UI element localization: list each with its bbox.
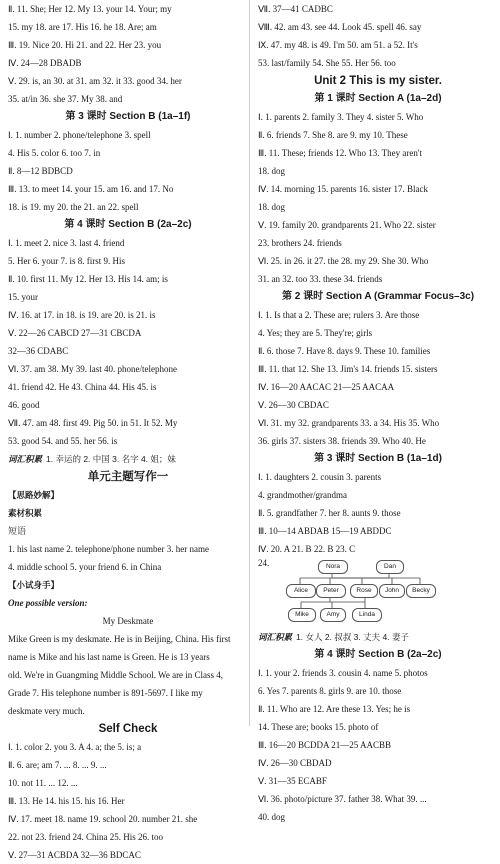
vocab-label: 词汇积累 [258,632,293,642]
answer-line: 32—36 CDABC [8,346,69,356]
answer-line: Ⅲ. 13. to meet 14. your 15. am 16. and 17. No [8,184,174,194]
answer-line: 40. dog [258,812,285,822]
vocab-label: 词汇积累 [8,454,43,464]
vocab-note [258,628,498,646]
answer-line: Ⅱ. 10. first 11. My 12. Her 13. His 14. am; is [8,274,168,284]
essay-title: My Deskmate [102,616,154,626]
answer-line: Ⅴ. 26—30 CBDAC [258,400,329,410]
answer-line: 15. my 18. are 17. His 16. he 18. Are; am [8,22,157,32]
section-heading: 第 4 课时 Section B (2a–2c) [64,219,192,230]
answer-line: Ⅱ. 6. friends 7. She 8. are 9. my 10. These [258,130,408,140]
answer-column-right [258,0,498,826]
answer-column-left [8,0,248,864]
answer-line: Ⅱ. 6. those 7. Have 8. days 9. These 10. families [258,346,431,356]
answer-line: Ⅲ. 10—14 ABDAB 15—19 ABDDC [258,526,392,536]
tree-node-john: John [379,584,405,598]
answer-line: Ⅱ. 11. Who are 12. Are these 13. Yes; he is [258,704,411,714]
answer-line: Ⅰ. 1. number 2. phone/telephone 3. spell [8,130,151,140]
section-heading: 第 3 课时 Section B (1a–1f) [65,111,191,122]
section-label: 【思路妙解】 [8,490,60,500]
answer-line: Ⅱ. 5. grandfather 7. her 8. aunts 9. those [258,508,401,518]
answer-line: Ⅸ. 47. my 48. is 49. I'm 50. am 51. a 52. It's [258,40,418,50]
answer-line: Ⅳ. 17. meet 18. name 19. school 20. number 21. she [8,814,198,824]
section-heading: 第 3 课时 Section B (1a–1d) [314,453,442,464]
answer-line: 23. brothers 24. friends [258,238,342,248]
answer-line: Ⅳ. 24—28 DBADB [8,58,82,68]
answer-line: Ⅱ. 6. are; am 7. ... 8. ... 9. ... [8,760,107,770]
answer-line: 36. girls 37. sisters 38. friends 39. Who 40. He [258,436,426,446]
tree-node-becky: Becky [406,584,436,598]
answer-line: 4. Yes; they are 5. They're; girls [258,328,373,338]
answer-line: Ⅴ. 19. family 20. grandparents 21. Who 22. sister [258,220,436,230]
answer-line: Ⅶ. 37—41 CADBC [258,4,333,14]
answer-line: old. We're in Guangming Middle School. We are in Class 4, [8,670,224,680]
tree-node-dan: Dan [376,560,404,574]
answer-line: 18. dog [258,202,285,212]
answer-line: 53. good 54. and 55. her 56. is [8,436,118,446]
answer-line: Ⅲ. 11. that 12. She 13. Jim's 14. friends 15. sisters [258,364,438,374]
answer-line: Ⅰ. 1. parents 2. family 3. They 4. sister 5. Who [258,112,424,122]
tree-node-amy: Amy [320,608,346,622]
unit-heading: Self Check [98,723,158,735]
answer-line: 18. is 19. my 20. the 21. an 22. spell [8,202,139,212]
vocab-text: 1. 女人 2. 叔叔 3. 丈夫 4. 妻子 [296,632,409,642]
answer-line: 22. not 23. friend 24. China 25. His 26. too [8,832,163,842]
tree-node-peter: Peter [316,584,346,598]
vocab-note [8,450,248,468]
answer-line: Ⅲ. 19. Nice 20. Hi 21. and 22. Her 23. you [8,40,162,50]
answer-line: 10. not 11. ... 12. ... [8,778,78,788]
answer-line: Ⅵ. 31. my 32. grandparents 33. a 34. His 35. Who [258,418,440,428]
section-heading: 第 2 课时 Section A (Grammar Focus–3c) [281,291,475,302]
answer-line: Ⅶ. 47. am 48. first 49. Pig 50. in 51. It 52. My [8,418,178,428]
answer-line: Ⅰ. 1. color 2. you 3. A 4. a; the 5. is; a [8,742,142,752]
answer-line: deskmate very much. [8,706,85,716]
answer-line: Ⅴ. 22—26 CABCD 27—31 CBCDA [8,328,142,338]
answer-line: Ⅵ. 25. in 26. it 27. the 28. my 29. She 30. Who [258,256,429,266]
section-label: 素材积累 [8,508,43,518]
tree-node-linda: Linda [352,608,382,622]
answer-line: Ⅲ. 13. He 14. his 15. his 16. Her [8,796,125,806]
answer-line: 53. last/family 54. She 55. Her 56. too [258,58,396,68]
answer-line: Ⅷ. 42. am 43. see 44. Look 45. spell 46. say [258,22,422,32]
answer-line: Ⅳ. 16. at 17. in 18. is 19. are 20. is 21. is [8,310,156,320]
answer-line: 31. an 32. too 33. these 34. friends [258,274,383,284]
answer-line: 46. good [8,400,40,410]
answer-line: Ⅳ. 20. A 21. B 22. B 23. C [258,544,356,554]
answer-line: Ⅰ. 1. daughters 2. cousin 3. parents [258,472,382,482]
answer-line: 35. at/in 36. she 37. My 38. and [8,94,123,104]
answer-line: Ⅲ. 16—20 BCDDA 21—25 AACBB [258,740,391,750]
section-heading: 第 4 课时 Section B (2a–2c) [314,649,442,660]
answer-line: Ⅰ. 1. your 2. friends 3. cousin 4. name 5. photos [258,668,428,678]
column-divider [249,0,250,726]
answer-line: 5. Her 6. your 7. is 8. first 9. His [8,256,125,266]
model-essay-note: One possible version: [8,598,88,608]
answer-line: Mike Green is my deskmate. He is in Beijing, China. His first [8,634,231,644]
answer-line: 6. Yes 7. parents 8. girls 9. are 10. those [258,686,402,696]
answer-line: Ⅴ. 31—35 ECABF [258,776,327,786]
unit-heading: 单元主题写作一 [87,471,169,483]
answer-line: Ⅳ. 26—30 CBDAD [258,758,332,768]
answer-line: 14. These are; books 15. photo of [258,722,379,732]
answer-line: Ⅵ. 36. photo/picture 37. father 38. What 39. ... [258,794,427,804]
answer-line: Ⅱ. 11. She; Her 12. My 13. your 14. Your; my [8,4,172,14]
answer-line: Ⅰ. 1. Is that a 2. These are; rulers 3. Are those [258,310,420,320]
answer-line: 短语 [8,526,27,536]
question-number: 24. [258,558,270,568]
unit-heading: Unit 2 This is my sister. [314,75,442,87]
answer-line: 18. dog [258,166,285,176]
family-tree-diagram [258,558,498,628]
answer-line: 4. His 5. color 6. too 7. in [8,148,101,158]
answer-line: Ⅲ. 11. These; friends 12. Who 13. They aren't [258,148,422,158]
answer-line: Ⅳ. 14. morning 15. parents 16. sister 17. Black [258,184,429,194]
section-heading: 第 1 课时 Section A (1a–2d) [314,93,442,104]
answer-line: name is Mike and his last name is Green. He is 13 years [8,652,210,662]
tree-node-mike: Mike [288,608,316,622]
tree-node-alice: Alice [286,584,316,598]
answer-line: 4. middle school 5. your friend 6. in China [8,562,162,572]
answer-line: 41. friend 42. He 43. China 44. His 45. is [8,382,157,392]
answer-line: 15. your [8,292,38,302]
answer-line: Ⅱ. 8—12 BDBCD [8,166,73,176]
answer-line: Ⅰ. 1. meet 2. nice 3. last 4. friend [8,238,125,248]
answer-line: Ⅳ. 16—20 AACAC 21—25 AACAA [258,382,395,392]
section-label: 【小试身手】 [8,580,60,590]
vocab-text: 1. 幸运的 2. 中国 3. 名字 4. 姐；妹 [46,454,176,464]
tree-node-nora: Nora [318,560,348,574]
answer-line: Ⅴ. 27—31 ACBDA 32—36 BDCAC [8,850,141,860]
answer-line: Grade 7. His telephone number is 891-5697. I like my [8,688,203,698]
answer-line: 4. grandmother/grandma [258,490,347,500]
answer-line: Ⅴ. 29. is, an 30. at 31. am 32. it 33. good 34. her [8,76,182,86]
answer-line: 1. his last name 2. telephone/phone number 3. her name [8,544,209,554]
answer-line: Ⅵ. 37. am 38. My 39. last 40. phone/telephone [8,364,178,374]
tree-node-rose: Rose [350,584,378,598]
